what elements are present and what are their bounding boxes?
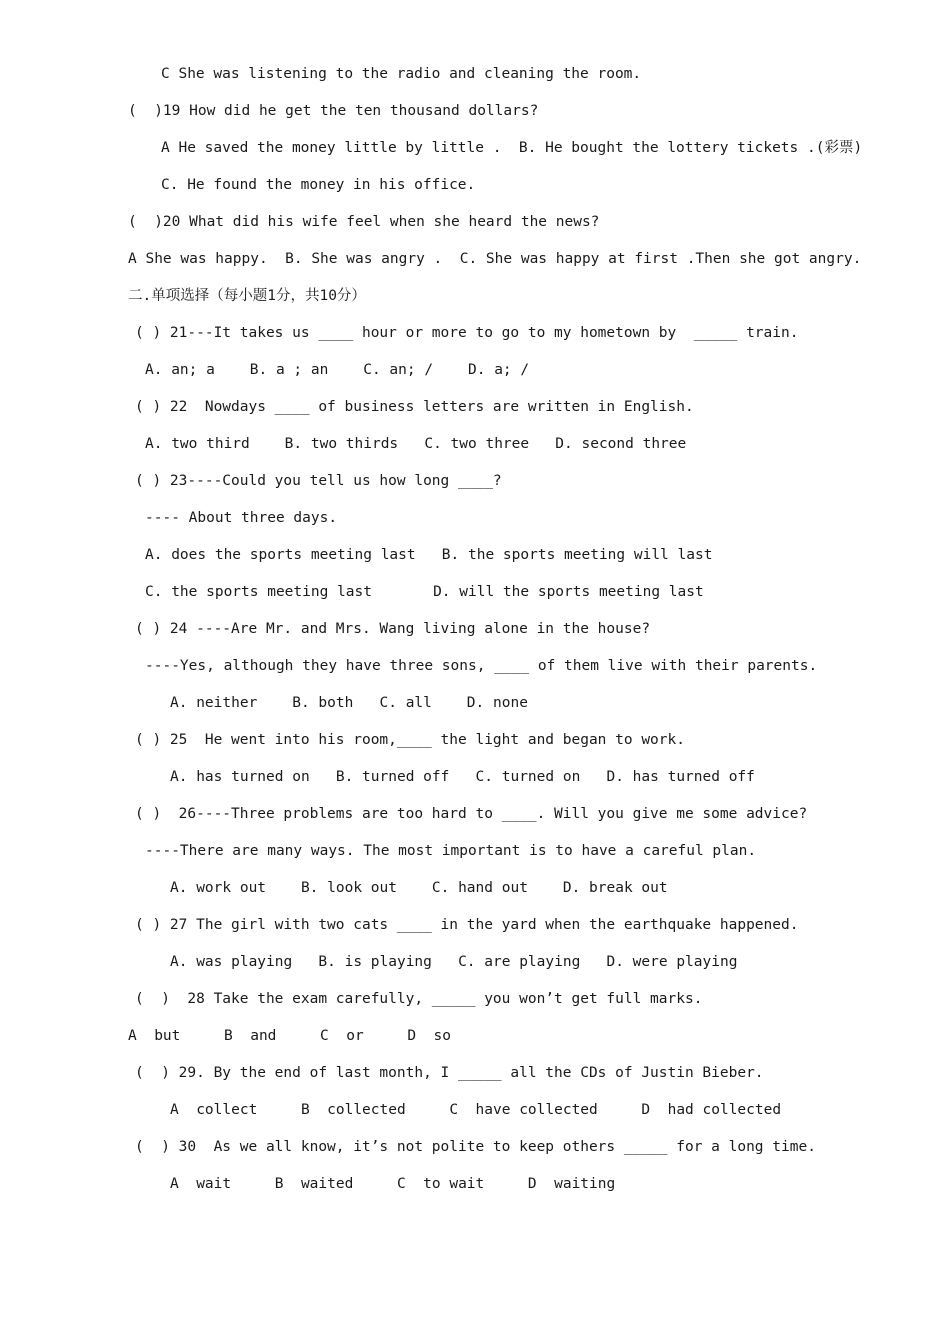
section-heading: 二.单项选择（每小题1分，共10分） xyxy=(128,288,366,304)
q26-answer-line: ----There are many ways. The most important is to have a careful plan. xyxy=(145,843,757,859)
q30-options: A wait B waited C to wait D waiting xyxy=(170,1176,616,1192)
q23-options-ab: A. does the sports meeting last B. the sports meeting will last xyxy=(145,547,713,563)
q29-options: A collect B collected C have collected D had collected xyxy=(170,1102,782,1118)
question-22: ( ) 22 Nowdays ____ of business letters are written in English. xyxy=(135,399,694,415)
question-19: ( )19 How did he get the ten thousand dollars? xyxy=(128,103,539,119)
question-29: ( ) 29. By the end of last month, I _____ all the CDs of Justin Bieber. xyxy=(135,1065,764,1081)
question-30: ( ) 30 As we all know, it’s not polite to keep others _____ for a long time. xyxy=(135,1139,816,1155)
q23-answer-line: ---- About three days. xyxy=(145,510,338,526)
question-24: ( ) 24 ----Are Mr. and Mrs. Wang living alone in the house? xyxy=(135,621,651,637)
question-27: ( ) 27 The girl with two cats ____ in the yard when the earthquake happened. xyxy=(135,917,799,933)
q26-options: A. work out B. look out C. hand out D. break out xyxy=(170,880,668,896)
q19-option-c: C. He found the money in his office. xyxy=(161,177,476,193)
question-28: ( ) 28 Take the exam carefully, _____ you won’t get full marks. xyxy=(135,991,703,1007)
q19-options-ab: A He saved the money little by little . B. He bought the lottery tickets .(彩票) xyxy=(161,140,863,156)
q20-options: A She was happy. B. She was angry . C. She was happy at first .Then she got angry. xyxy=(128,251,862,267)
question-23: ( ) 23----Could you tell us how long ____? xyxy=(135,473,502,489)
q27-options: A. was playing B. is playing C. are playing D. were playing xyxy=(170,954,738,970)
q24-options: A. neither B. both C. all D. none xyxy=(170,695,528,711)
q21-options: A. an; a B. a ; an C. an; / D. a; / xyxy=(145,362,530,378)
question-20: ( )20 What did his wife feel when she heard the news? xyxy=(128,214,600,230)
q18-option-c: C She was listening to the radio and cleaning the room. xyxy=(161,66,642,82)
q23-options-cd: C. the sports meeting last D. will the sports meeting last xyxy=(145,584,704,600)
question-21: ( ) 21---It takes us ____ hour or more to go to my hometown by _____ train. xyxy=(135,325,799,341)
q24-answer-line: ----Yes, although they have three sons, ____ of them live with their parents. xyxy=(145,658,818,674)
question-26: ( ) 26----Three problems are too hard to ____. Will you give me some advice? xyxy=(135,806,808,822)
q28-options: A but B and C or D so xyxy=(128,1028,452,1044)
q22-options: A. two third B. two thirds C. two three D. second three xyxy=(145,436,687,452)
question-25: ( ) 25 He went into his room,____ the light and began to work. xyxy=(135,732,685,748)
q25-options: A. has turned on B. turned off C. turned on D. has turned off xyxy=(170,769,755,785)
